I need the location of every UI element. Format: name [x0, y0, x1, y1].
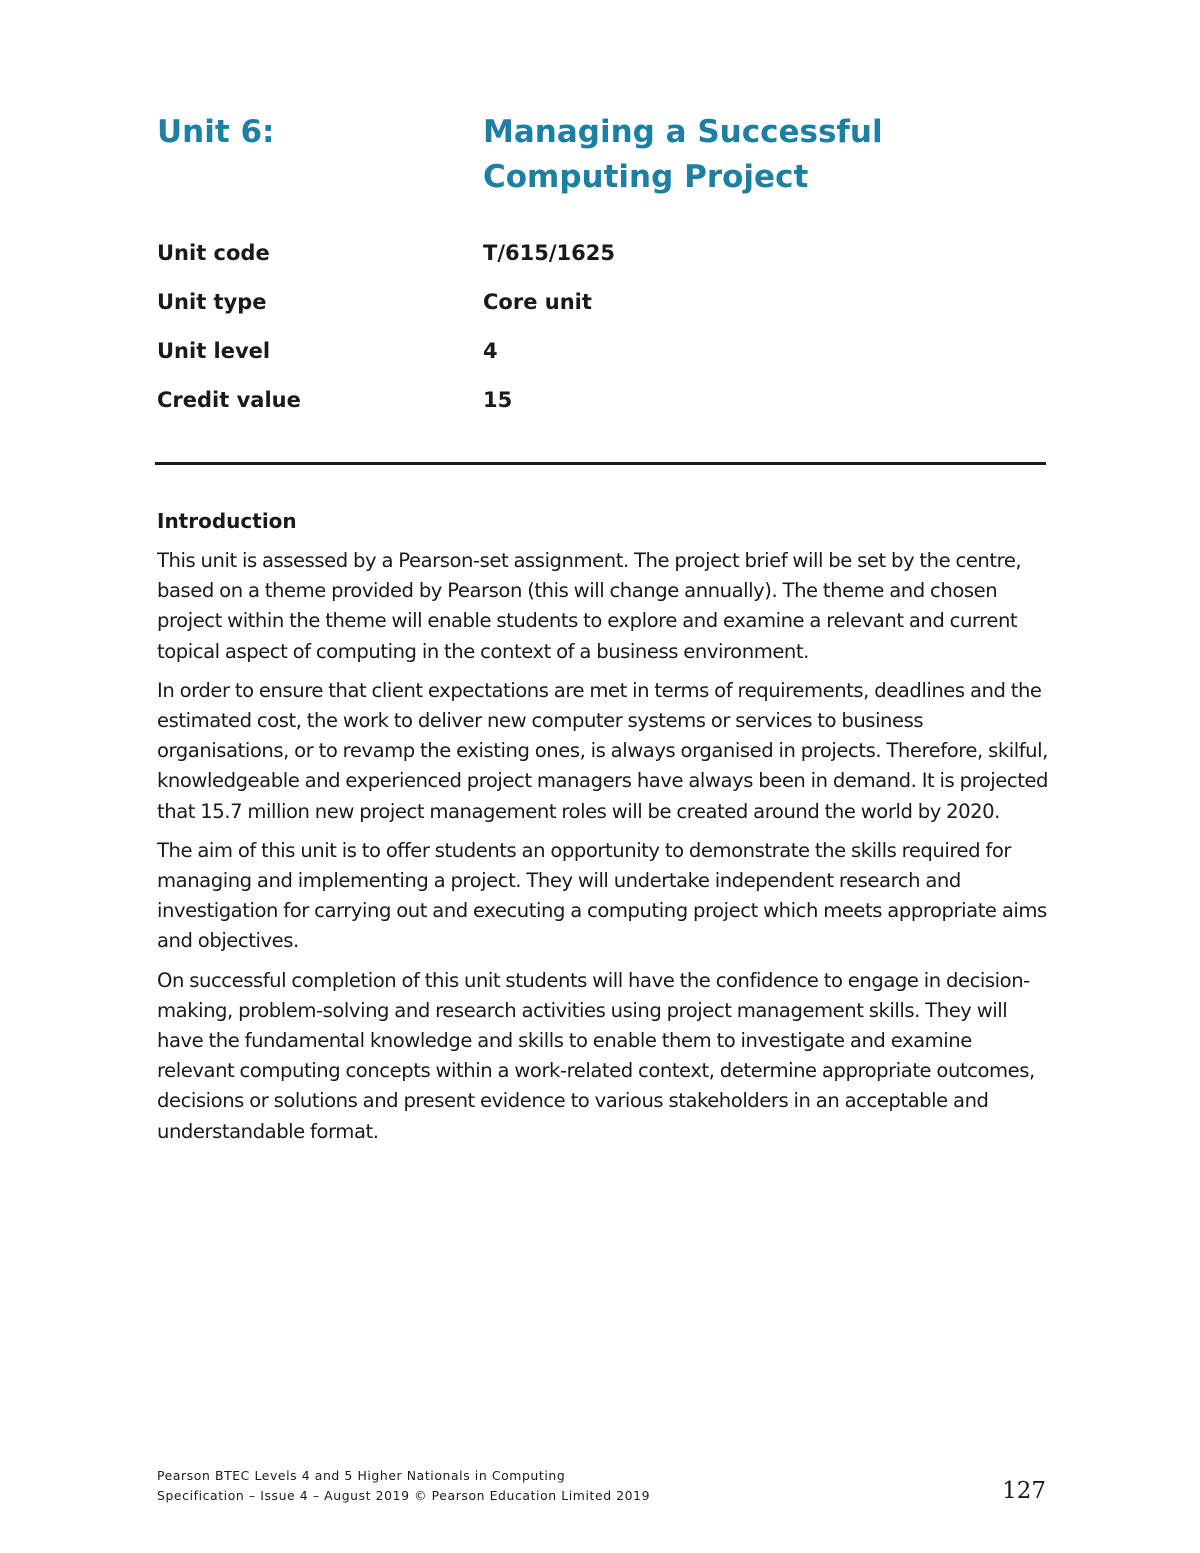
meta-value: Core unit	[483, 290, 592, 314]
page-footer	[157, 1466, 857, 1506]
page-number: 127	[1002, 1478, 1046, 1504]
meta-value: 15	[483, 388, 513, 412]
meta-row-unit-type	[157, 285, 857, 334]
section-heading: Introduction	[157, 509, 297, 533]
meta-value: 4	[483, 339, 498, 363]
unit-title	[483, 110, 1043, 200]
paragraph: This unit is assessed by a Pearson-set assignment. The project brief will be set by the centre, based on a theme provided by Pearson (this will change annually). The theme and chosen project within the theme will enable students to explore and examine a relevant and current topical aspect of computing in the context of a business environment.	[157, 549, 1022, 663]
meta-row-unit-code	[157, 236, 857, 285]
unit-title-line-2: Computing Project	[483, 159, 809, 195]
meta-label: Credit value	[157, 388, 301, 412]
unit-title-line-1: Managing a Successful	[483, 114, 883, 150]
section-divider	[155, 462, 1046, 465]
footer-specification-line: Specification – Issue 4 – August 2019 © Pearson Education Limited 2019	[157, 1488, 651, 1503]
unit-title-block	[157, 110, 1047, 210]
meta-label: Unit code	[157, 241, 270, 265]
meta-label: Unit level	[157, 339, 271, 363]
unit-number: Unit 6:	[157, 114, 275, 150]
meta-row-credit-value	[157, 383, 857, 432]
footer-publication-title: Pearson BTEC Levels 4 and 5 Higher Nationals in Computing	[157, 1468, 566, 1483]
meta-label: Unit type	[157, 290, 267, 314]
introduction-section	[157, 505, 1052, 1156]
meta-value: T/615/1625	[483, 241, 615, 265]
paragraph: On successful completion of this unit students will have the confidence to engage in decision-making, problem-solving and research activities using project management skills. They will have the fundamental knowledge and skills to enable them to investigate and examine relevant computing concepts within a work-related context, determine appropriate outcomes, decisions or solutions and present evidence to various stakeholders in an acceptable and understandable format.	[157, 968, 1035, 1143]
meta-row-unit-level	[157, 334, 857, 383]
unit-metadata-table	[157, 236, 857, 432]
paragraph: The aim of this unit is to offer students an opportunity to demonstrate the skills required for managing and implementing a project. They will undertake independent research and investigation for carrying out and executing a computing project which meets appropriate aims and objectives.	[157, 838, 1047, 953]
paragraph: In order to ensure that client expectations are met in terms of requirements, deadlines and the estimated cost, the work to deliver new computer systems or services to business organisations, or to revamp the existing ones, is always organised in projects. Therefore, skilful, knowledgeable and experienced project managers have always been in demand. It is projected that 15.7 million new project management roles will be created around the world by 2020.	[157, 678, 1049, 823]
